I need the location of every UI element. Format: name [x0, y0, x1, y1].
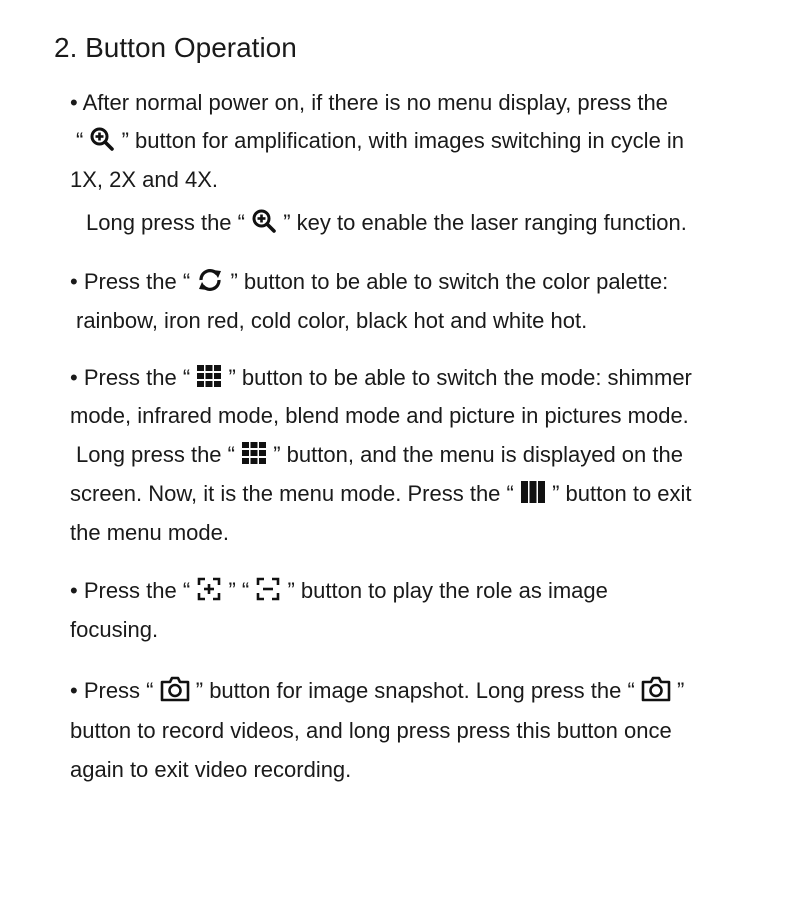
para3-line3: Long press the “ ” button, and the menu is displayed on the — [76, 442, 683, 467]
para4-line1: • Press the “ ” “ ” button to play the role as image — [70, 578, 608, 603]
para5-line3: again to exit video recording. — [70, 757, 352, 782]
para1-line2: “ ” button for amplification, with images switching in cycle in — [76, 128, 685, 153]
camera-icon — [160, 676, 190, 702]
para3-line5: the menu mode. — [70, 520, 229, 545]
para2-line1: • Press the “ ” button to be able to switch the color palette: — [70, 269, 669, 294]
para5-line1: • Press “ ” button for image snapshot. Long press the “ ” — [70, 678, 685, 703]
focus-minus-icon — [255, 576, 281, 602]
para1-line3: 1X, 2X and 4X. — [70, 167, 218, 192]
para3-line2: mode, infrared mode, blend mode and picture in pictures mode. — [70, 403, 689, 428]
page-title: 2. Button Operation — [54, 32, 297, 63]
para3-line4: screen. Now, it is the menu mode. Press the “ ” button to exit — [70, 481, 692, 506]
para2-line2: rainbow, iron red, cold color, black hot and white hot. — [76, 308, 588, 333]
grid-mode-icon — [196, 364, 222, 388]
para4-line2: focusing. — [70, 617, 159, 642]
bars-icon — [520, 480, 546, 504]
grid-mode-icon — [241, 441, 267, 465]
zoom-in-icon — [89, 126, 115, 152]
zoom-in-icon — [251, 208, 277, 234]
para3-line1: • Press the “ ” button to be able to switch the mode: shimmer — [70, 365, 692, 390]
camera-icon — [641, 676, 671, 702]
focus-plus-icon — [196, 576, 222, 602]
para5-line2: button to record videos, and long press press this button once — [70, 718, 672, 743]
para1-line1: • After normal power on, if there is no menu display, press the — [70, 90, 668, 115]
refresh-cycle-icon — [196, 267, 224, 293]
para1-line4: Long press the “ ” key to enable the laser ranging function. — [86, 210, 687, 235]
